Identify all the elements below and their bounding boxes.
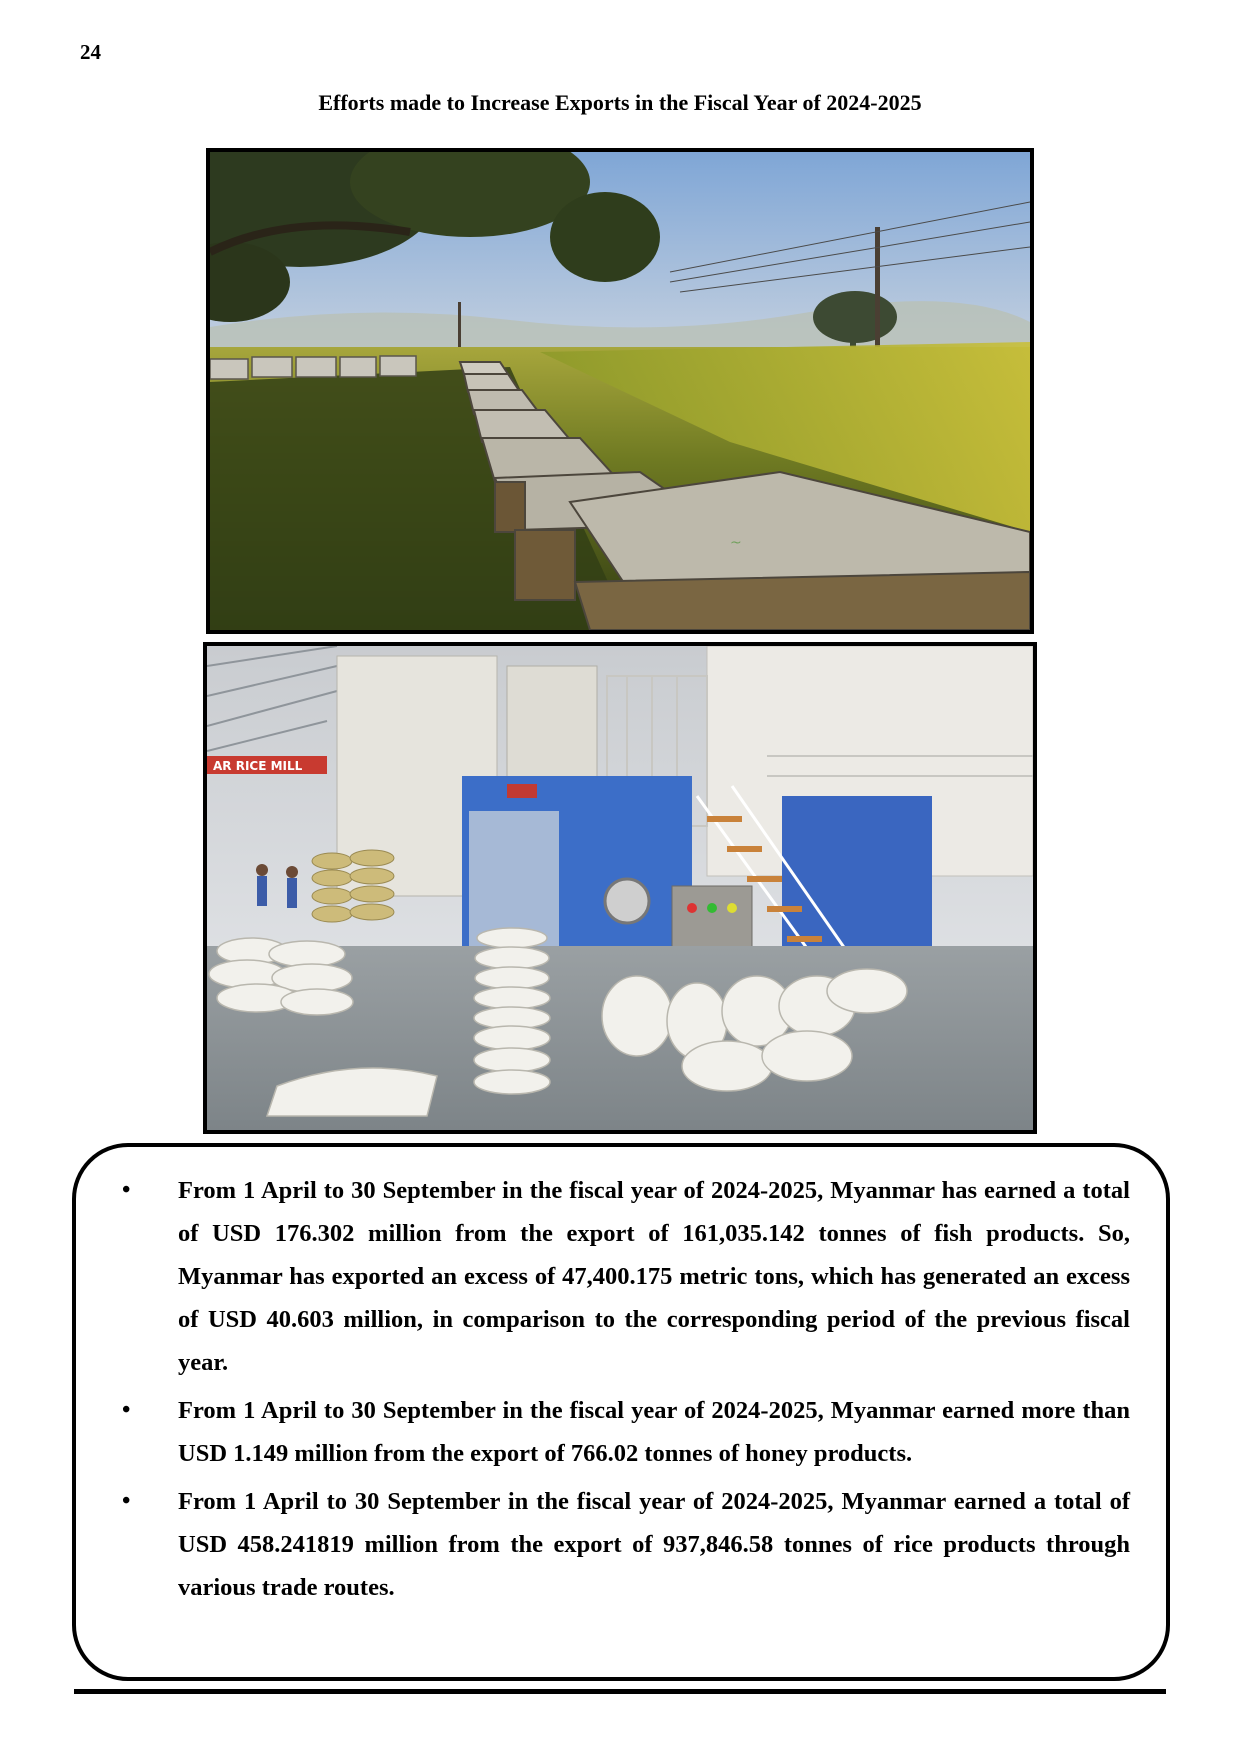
bullet-dot-icon: •: [122, 1177, 131, 1203]
export-bullet-list: [108, 1169, 1130, 1609]
rice-mill-sign: AR RICE MILL: [213, 759, 303, 773]
bullet-rice-exports: [108, 1480, 1130, 1609]
rice-mill-photo: [203, 642, 1037, 1134]
page-title: Efforts made to Increase Exports in the Fiscal Year of 2024-2025: [318, 90, 922, 115]
svg-text:~: ~: [730, 535, 742, 551]
bullet-text: From 1 April to 30 September in the fiscal year of 2024-2025, Myanmar earned a total of USD 458.241819 million from the export of 937,846.58 tonnes of rice products through various trade routes.: [178, 1488, 1130, 1601]
beehive-field-photo: [206, 148, 1034, 634]
bullet-text: From 1 April to 30 September in the fiscal year of 2024-2025, Myanmar earned more than USD 1.149 million from the export of 766.02 tonnes of honey products.: [178, 1397, 1130, 1467]
bottom-rule: [74, 1689, 1166, 1694]
bullet-dot-icon: •: [122, 1397, 131, 1423]
bullet-honey-exports: [108, 1389, 1130, 1475]
page-number: 24: [80, 40, 101, 64]
bullet-dot-icon: •: [122, 1488, 131, 1514]
bullet-fish-exports: [108, 1169, 1130, 1384]
export-summary-box: [72, 1143, 1170, 1681]
bullet-text: From 1 April to 30 September in the fiscal year of 2024-2025, Myanmar has earned a total of USD 176.302 million from the export of 161,035.142 tonnes of fish products. So, Myanmar has exported an excess of 47,400.175 metric tons, which has generated an excess of USD 40.603 million, in comparison to the corresponding period of the previous fiscal year.: [178, 1177, 1130, 1376]
